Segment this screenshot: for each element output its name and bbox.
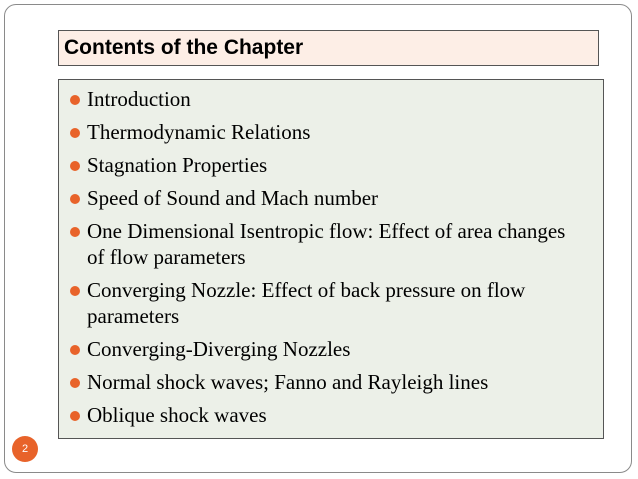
bullet-dot-icon: [70, 411, 80, 421]
bullet-text: Oblique shock waves: [87, 403, 267, 427]
bullet-text: Thermodynamic Relations: [87, 120, 311, 144]
bullet-item: [65, 152, 573, 178]
bullet-item: [65, 369, 573, 395]
content-box: [58, 79, 604, 439]
bullet-item: [65, 218, 573, 270]
slide-title: Contents of the Chapter: [64, 36, 304, 59]
bullet-dot-icon: [70, 95, 80, 105]
bullet-dot-icon: [70, 286, 80, 296]
page-number-badge: [12, 436, 38, 462]
bullet-text: Converging Nozzle: Effect of back pressure on flow parameters: [87, 278, 526, 328]
bullet-list: [65, 86, 573, 428]
bullet-dot-icon: [70, 345, 80, 355]
bullet-text: Stagnation Properties: [87, 153, 268, 177]
bullet-item: [65, 336, 573, 362]
title-box: [58, 30, 599, 66]
bullet-dot-icon: [70, 128, 80, 138]
bullet-item: [65, 119, 573, 145]
bullet-dot-icon: [70, 194, 80, 204]
bullet-item: [65, 86, 573, 112]
bullet-item: [65, 402, 573, 428]
bullet-dot-icon: [70, 161, 80, 171]
bullet-item: [65, 185, 573, 211]
bullet-text: One Dimensional Isentropic flow: Effect of area changes of flow parameters: [87, 219, 566, 269]
bullet-text: Converging-Diverging Nozzles: [87, 337, 351, 361]
bullet-dot-icon: [70, 227, 80, 237]
bullet-dot-icon: [70, 378, 80, 388]
bullet-text: Speed of Sound and Mach number: [87, 186, 379, 210]
bullet-text: Normal shock waves; Fanno and Rayleigh lines: [87, 370, 489, 394]
bullet-text: Introduction: [87, 87, 191, 111]
page-number: 2: [21, 443, 29, 455]
bullet-item: [65, 277, 573, 329]
